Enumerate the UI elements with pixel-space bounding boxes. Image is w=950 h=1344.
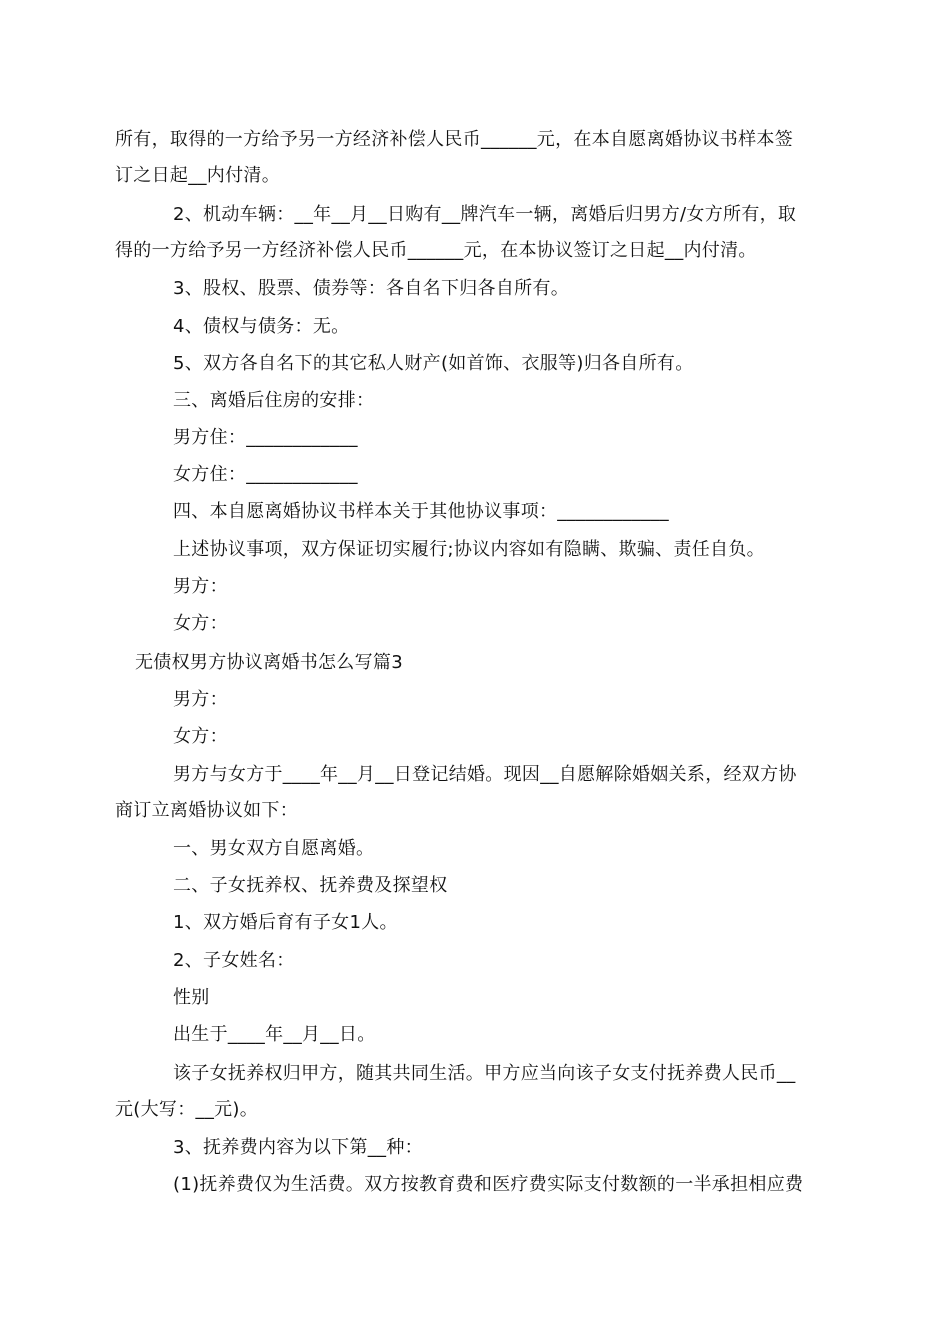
paragraph-line: 上述协议事项，双方保证切实履行;协议内容如有隐瞒、欺骗、责任自负。 bbox=[173, 539, 765, 560]
paragraph-line: 2、机动车辆：__年__月__日购有__牌汽车一辆，离婚后归男方/女方所有，取 bbox=[173, 204, 797, 225]
paragraph-line: 订之日起__内付清。 bbox=[115, 165, 280, 186]
paragraph-line: 3、股权、股票、债券等：各自名下归各自所有。 bbox=[173, 278, 570, 299]
paragraph-line: 1、双方婚后育有子女1人。 bbox=[173, 912, 398, 933]
paragraph-line: 男方与女方于____年__月__日登记结婚。现因__自愿解除婚姻关系，经双方协 bbox=[173, 764, 797, 785]
paragraph-line: 元(大写：__元)。 bbox=[115, 1099, 259, 1120]
article-title: 无债权男方协议离婚书怎么写篇3 bbox=[135, 652, 403, 673]
party-line: 男方： bbox=[173, 689, 228, 710]
paragraph-line: 男方住：____________ bbox=[173, 427, 358, 448]
section-heading: 三、离婚后住房的安排： bbox=[173, 390, 375, 411]
party-line: 女方： bbox=[173, 726, 228, 747]
paragraph-line: 女方住：____________ bbox=[173, 464, 358, 485]
section-heading: 四、本自愿离婚协议书样本关于其他协议事项：____________ bbox=[173, 501, 669, 522]
paragraph-line: 出生于____年__月__日。 bbox=[173, 1024, 376, 1045]
paragraph-line: 商订立离婚协议如下： bbox=[115, 800, 298, 821]
paragraph-line: (1)抚养费仅为生活费。双方按教育费和医疗费实际支付数额的一半承担相应费 bbox=[173, 1174, 804, 1195]
signature-line: 男方： bbox=[173, 576, 228, 597]
paragraph-line: 该子女抚养权归甲方，随其共同生活。甲方应当向该子女支付抚养费人民币__ bbox=[173, 1063, 796, 1084]
signature-line: 女方： bbox=[173, 613, 228, 634]
section-heading: 一、男女双方自愿离婚。 bbox=[173, 838, 375, 859]
paragraph-line: 所有，取得的一方给予另一方经济补偿人民币______元，在本自愿离婚协议书样本签 bbox=[115, 129, 793, 150]
paragraph-line: 2、子女姓名： bbox=[173, 950, 295, 971]
paragraph-line: 性别 bbox=[173, 987, 210, 1008]
paragraph-line: 3、抚养费内容为以下第__种： bbox=[173, 1137, 423, 1158]
section-heading: 二、子女抚养权、抚养费及探望权 bbox=[173, 875, 448, 896]
paragraph-line: 得的一方给予另一方经济补偿人民币______元，在本协议签订之日起__内付清。 bbox=[115, 240, 757, 261]
paragraph-line: 5、双方各自名下的其它私人财产(如首饰、衣服等)归各自所有。 bbox=[173, 353, 694, 374]
paragraph-line: 4、债权与债务：无。 bbox=[173, 316, 350, 337]
